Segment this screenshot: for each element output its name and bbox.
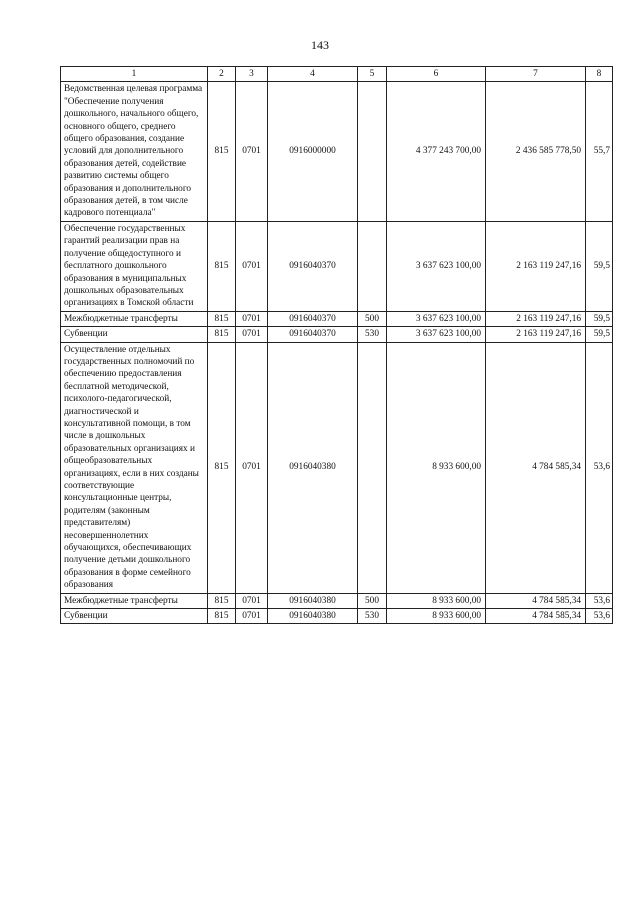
ministry-code: 815 xyxy=(208,609,236,624)
column-header: 7 xyxy=(486,67,586,82)
expense-type: 500 xyxy=(358,593,387,608)
target-code: 0916000000 xyxy=(268,82,358,221)
section-code: 0701 xyxy=(236,593,268,608)
plan-amount: 8 933 600,00 xyxy=(387,593,486,608)
execution-percent: 59,5 xyxy=(586,327,613,342)
plan-amount: 8 933 600,00 xyxy=(387,609,486,624)
actual-amount: 2 163 119 247,16 xyxy=(486,327,586,342)
column-header: 4 xyxy=(268,67,358,82)
row-name: Межбюджетные трансферты xyxy=(61,311,208,326)
actual-amount: 2 163 119 247,16 xyxy=(486,311,586,326)
table-row xyxy=(61,593,613,608)
actual-amount: 4 784 585,34 xyxy=(486,593,586,608)
plan-amount: 8 933 600,00 xyxy=(387,342,486,593)
column-header: 3 xyxy=(236,67,268,82)
budget-table xyxy=(60,66,613,624)
row-name: Ведомственная целевая программа "Обеспечение получения дошкольного, начального общего, основного общего, среднего общего образования, создание условий для дополнительного образования детей, содействие развитию системы общего образования и дополнительного образования детей, в том числе кадрового потенциала" xyxy=(61,82,208,221)
section-code: 0701 xyxy=(236,609,268,624)
column-header: 1 xyxy=(61,67,208,82)
section-code: 0701 xyxy=(236,82,268,221)
plan-amount: 3 637 623 100,00 xyxy=(387,221,486,311)
header-row xyxy=(61,67,613,82)
actual-amount: 4 784 585,34 xyxy=(486,342,586,593)
section-code: 0701 xyxy=(236,327,268,342)
row-name: Осуществление отдельных государственных полномочий по обеспечению предоставления бесплатной методической, психолого-педагогической, диагностической и консультативной помощи, в том числе в дошкольных образовательных организациях и общеобразовательных организациях, если в них созданы соответствующие консультационные центры, родителям (законным представителям) несовершеннолетних обучающихся, обеспечивающих получение детьми дошкольного образования в форме семейного образования xyxy=(61,342,208,593)
target-code: 0916040370 xyxy=(268,327,358,342)
ministry-code: 815 xyxy=(208,342,236,593)
column-header: 5 xyxy=(358,67,387,82)
target-code: 0916040380 xyxy=(268,609,358,624)
row-name: Межбюджетные трансферты xyxy=(61,593,208,608)
section-code: 0701 xyxy=(236,311,268,326)
ministry-code: 815 xyxy=(208,327,236,342)
ministry-code: 815 xyxy=(208,82,236,221)
execution-percent: 55,7 xyxy=(586,82,613,221)
expense-type: 500 xyxy=(358,311,387,326)
row-name: Субвенции xyxy=(61,327,208,342)
expense-type: 530 xyxy=(358,327,387,342)
expense-type: 530 xyxy=(358,609,387,624)
target-code: 0916040370 xyxy=(268,221,358,311)
target-code: 0916040380 xyxy=(268,342,358,593)
table-row xyxy=(61,327,613,342)
ministry-code: 815 xyxy=(208,311,236,326)
table-row xyxy=(61,609,613,624)
plan-amount: 3 637 623 100,00 xyxy=(387,327,486,342)
section-code: 0701 xyxy=(236,221,268,311)
ministry-code: 815 xyxy=(208,221,236,311)
table-row xyxy=(61,311,613,326)
expense-type xyxy=(358,82,387,221)
actual-amount: 2 436 585 778,50 xyxy=(486,82,586,221)
actual-amount: 2 163 119 247,16 xyxy=(486,221,586,311)
actual-amount: 4 784 585,34 xyxy=(486,609,586,624)
execution-percent: 53,6 xyxy=(586,609,613,624)
target-code: 0916040380 xyxy=(268,593,358,608)
page-number: 143 xyxy=(311,38,329,52)
expense-type xyxy=(358,221,387,311)
plan-amount: 3 637 623 100,00 xyxy=(387,311,486,326)
column-header: 2 xyxy=(208,67,236,82)
execution-percent: 53,6 xyxy=(586,593,613,608)
column-header: 8 xyxy=(586,67,613,82)
expense-type xyxy=(358,342,387,593)
target-code: 0916040370 xyxy=(268,311,358,326)
column-header: 6 xyxy=(387,67,486,82)
table-row xyxy=(61,82,613,221)
ministry-code: 815 xyxy=(208,593,236,608)
section-code: 0701 xyxy=(236,342,268,593)
table-row xyxy=(61,221,613,311)
table-row xyxy=(61,342,613,593)
execution-percent: 59,5 xyxy=(586,221,613,311)
row-name: Субвенции xyxy=(61,609,208,624)
plan-amount: 4 377 243 700,00 xyxy=(387,82,486,221)
execution-percent: 53,6 xyxy=(586,342,613,593)
execution-percent: 59,5 xyxy=(586,311,613,326)
row-name: Обеспечение государственных гарантий реализации прав на получение общедоступного и бесплатного дошкольного образования в муниципальных дошкольных образовательных организациях в Томской области xyxy=(61,221,208,311)
